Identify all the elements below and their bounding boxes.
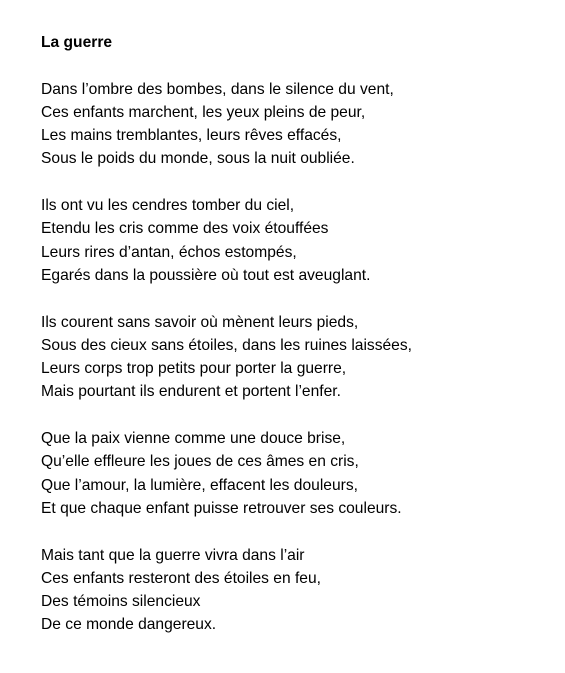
poem-line: De ce monde dangereux. bbox=[41, 616, 217, 634]
stanza-2 bbox=[41, 194, 561, 287]
poem-document bbox=[41, 31, 561, 660]
poem-line: Sous le poids du monde, sous la nuit oubliée. bbox=[41, 150, 355, 168]
poem-line: Ces enfants resteront des étoiles en feu, bbox=[41, 569, 321, 587]
poem-line: Ils ont vu les cendres tomber du ciel, bbox=[41, 197, 295, 215]
stanza-5 bbox=[41, 544, 561, 637]
poem-line: Ils courent sans savoir où mènent leurs pieds, bbox=[41, 313, 359, 331]
poem-line: Dans l’ombre des bombes, dans le silence du vent, bbox=[41, 80, 394, 98]
poem-line: Sous des cieux sans étoiles, dans les ruines laissées, bbox=[41, 336, 412, 354]
stanza-1 bbox=[41, 78, 561, 171]
poem-line: Que l’amour, la lumière, effacent les douleurs, bbox=[41, 476, 358, 494]
poem-line: Mais tant que la guerre vivra dans l’air bbox=[41, 546, 305, 564]
poem-line: Egarés dans la poussière où tout est aveuglant. bbox=[41, 266, 371, 284]
poem-line: Qu’elle effleure les joues de ces âmes en cris, bbox=[41, 453, 359, 471]
poem-line: Et que chaque enfant puisse retrouver ses couleurs. bbox=[41, 499, 402, 517]
poem-line: Ces enfants marchent, les yeux pleins de peur, bbox=[41, 103, 366, 121]
poem-line: Leurs rires d’antan, échos estompés, bbox=[41, 243, 297, 261]
poem-line: Etendu les cris comme des voix étouffées bbox=[41, 220, 329, 238]
poem-line: Des témoins silencieux bbox=[41, 593, 201, 611]
poem-title: La guerre bbox=[41, 34, 113, 51]
poem-line: Que la paix vienne comme une douce brise, bbox=[41, 430, 346, 448]
poem-line: Mais pourtant ils endurent et portent l’enfer. bbox=[41, 383, 341, 401]
poem-line: Les mains tremblantes, leurs rêves effacés, bbox=[41, 127, 342, 145]
stanza-3 bbox=[41, 311, 561, 404]
poem-line: Leurs corps trop petits pour porter la guerre, bbox=[41, 360, 347, 378]
stanza-4 bbox=[41, 427, 561, 520]
